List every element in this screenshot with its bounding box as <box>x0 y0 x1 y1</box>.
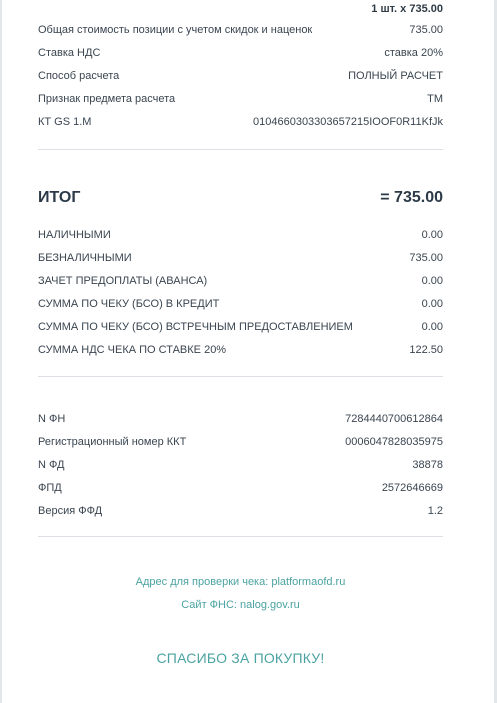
payment-row-vat-total <box>38 338 443 361</box>
total-label: ИТОГ <box>38 189 81 206</box>
fiscal-value: 0006047828035975 <box>345 435 443 448</box>
item-row-value: ставка 20% <box>384 46 443 59</box>
fiscal-row-fpd <box>38 476 443 499</box>
total-row <box>38 182 443 214</box>
payment-value: 0.00 <box>421 320 443 333</box>
total-value: = 735.00 <box>380 189 443 206</box>
item-row-label: Ставка НДС <box>38 46 101 59</box>
item-row-value: ТМ <box>427 92 443 105</box>
fiscal-value: 1.2 <box>427 504 443 517</box>
fiscal-label: Версия ФФД <box>38 504 103 517</box>
item-row-marking-code <box>38 110 443 133</box>
payments-list <box>38 223 443 361</box>
payment-row-credit <box>38 292 443 315</box>
item-row-label: КТ GS 1.М <box>38 115 92 128</box>
fiscal-value: 38878 <box>412 458 443 471</box>
payment-row-prepayment <box>38 269 443 292</box>
fiscal-value: 7284440700612864 <box>345 412 443 425</box>
item-row-label: Способ расчета <box>38 69 120 82</box>
fiscal-row-fd-number <box>38 453 443 476</box>
payment-value: 735.00 <box>409 251 443 264</box>
fiscal-label: Регистрационный номер ККТ <box>38 435 187 448</box>
payment-value: 0.00 <box>421 297 443 310</box>
item-row-value: 735.00 <box>409 23 443 36</box>
item-row-payment-method <box>38 64 443 87</box>
payment-label: БЕЗНАЛИЧНЫМИ <box>38 251 132 264</box>
payment-value: 122.50 <box>409 343 443 356</box>
fiscal-label: N ФН <box>38 412 66 425</box>
fns-site-link[interactable]: Сайт ФНС: nalog.gov.ru <box>181 599 300 611</box>
receipt <box>38 0 443 666</box>
fiscal-value: 2572646669 <box>381 481 443 494</box>
item-row-label: Признак предмета расчета <box>38 92 176 105</box>
item-row-total-cost <box>38 18 443 41</box>
item-row-value: ПОЛНЫЙ РАСЧЕТ <box>348 69 443 82</box>
check-address-link[interactable]: Адрес для проверки чека: platformaofd.ru <box>135 576 346 588</box>
fiscal-row-kkt-reg-number <box>38 430 443 453</box>
item-row-label: Общая стоимость позиции с учетом скидок и наценок <box>38 23 313 36</box>
item-details <box>38 18 443 133</box>
fiscal-data <box>38 407 443 522</box>
left-border <box>0 0 2 703</box>
payment-label: НАЛИЧНЫМИ <box>38 228 111 241</box>
thank-you-message: СПАСИБО ЗА ПОКУПКУ! <box>156 650 325 666</box>
item-row-value: 0104660303303657215IOOF0R11KfJk <box>253 115 443 128</box>
payment-value: 0.00 <box>421 274 443 287</box>
divider <box>38 149 443 150</box>
divider <box>38 376 443 377</box>
item-quantity-line <box>38 0 443 18</box>
fiscal-label: ФПД <box>38 481 62 494</box>
fiscal-row-fn-number <box>38 407 443 430</box>
fiscal-label: N ФД <box>38 458 65 471</box>
payment-label: СУММА ПО ЧЕКУ (БСО) В КРЕДИТ <box>38 297 220 310</box>
fiscal-row-ffd-version <box>38 499 443 522</box>
item-row-subject-type <box>38 87 443 110</box>
payment-row-cash <box>38 223 443 246</box>
payment-row-counter-provision <box>38 315 443 338</box>
payment-label: СУММА ПО ЧЕКУ (БСО) ВСТРЕЧНЫМ ПРЕДОСТАВЛЕНИЕМ <box>38 320 353 333</box>
payment-value: 0.00 <box>421 228 443 241</box>
payment-row-cashless <box>38 246 443 269</box>
item-row-vat-rate <box>38 41 443 64</box>
divider <box>38 536 443 537</box>
payment-label: ЗАЧЕТ ПРЕДОПЛАТЫ (АВАНСА) <box>38 274 208 287</box>
payment-label: СУММА НДС ЧЕКА ПО СТАВКЕ 20% <box>38 343 227 356</box>
item-quantity-value: 1 шт. x 735.00 <box>371 3 443 15</box>
